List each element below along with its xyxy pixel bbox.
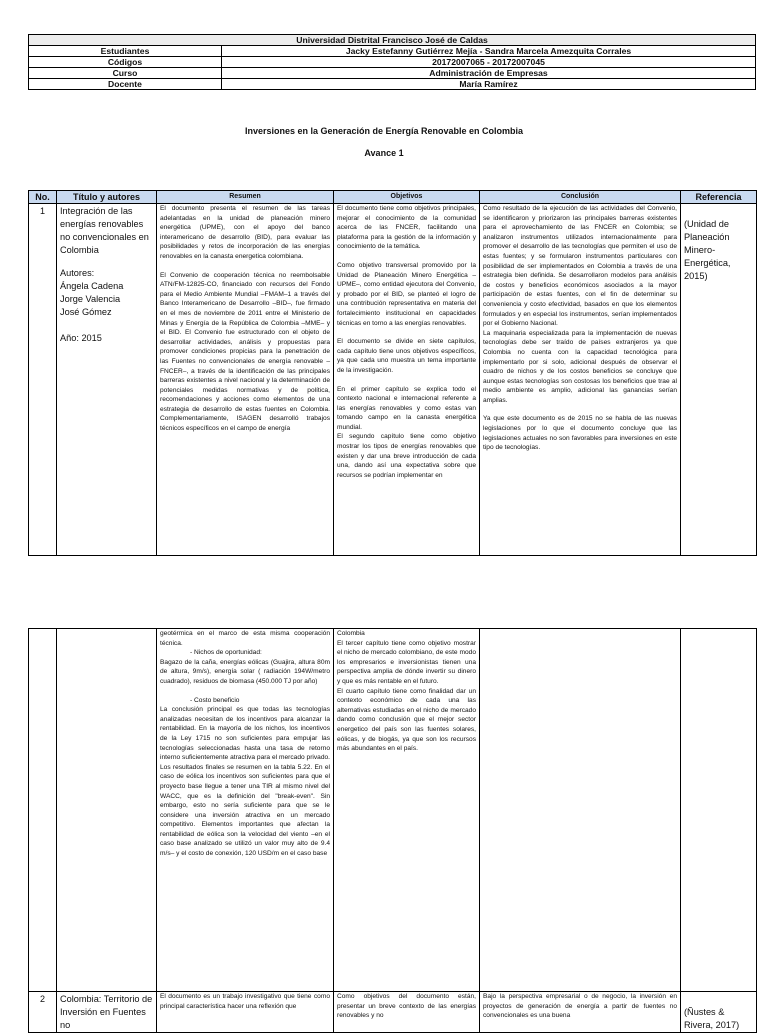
summary-subheading: - Costo beneficio <box>190 696 240 704</box>
table-row <box>29 629 757 992</box>
col-no-header: No. <box>29 191 57 204</box>
entry-title-authors <box>57 204 157 556</box>
entry-title: Colombia: Territorio de Inversión en Fuentes no <box>57 992 157 1033</box>
objectives-paragraph: En el primer capítulo se explica todo el contexto nacional e internacional referente a las energías renovables y como estas van tomando campo en la canasta energética mundial. <box>337 385 476 431</box>
entry-objectives: Como objetivos del documento están, presentar un breve contexto de las energías renovables y no <box>334 992 480 1033</box>
teacher-value: María Ramírez <box>222 79 756 90</box>
entry-reference: (Ñustes & Rivera, 2017) <box>681 992 757 1033</box>
review-table <box>28 190 757 556</box>
objectives-paragraph: El cuarto capítulo tiene como finalidad dar un contexto económico de cada una las alternativas estudiadas en el nicho de mercado dando como conclusión que el mejor sector energetico del país son las fuentes solares, eólicas, y de biogás, ya que son los recursos más abundantes en el país. <box>337 687 476 753</box>
summary-paragraph: geotérmica en el marco de esta misma cooperación técnica. <box>160 630 330 647</box>
author-name: José Gómez <box>60 307 112 317</box>
entry-summary <box>157 204 334 556</box>
university-name: Universidad Distrital Francisco José de Caldas <box>29 35 756 46</box>
objectives-paragraph: El documento se divide en siete capítulos, cada capítulo tiene unos objetivos específicos, ya que cada uno muestra un tema importante de la investigación. <box>337 338 476 374</box>
review-table-header <box>29 191 757 204</box>
document-title: Inversiones en la Generación de Energía Renovable en Colombia <box>244 126 524 136</box>
col-conclusion-header: Conclusión <box>480 191 681 204</box>
entry-title-empty <box>57 629 157 992</box>
entry-reference: (Unidad de Planeación Minero-Energética, 2015) <box>681 204 757 556</box>
students-label: Estudiantes <box>29 46 222 57</box>
table-row <box>29 992 757 1033</box>
col-reference-header: Referencia <box>681 191 757 204</box>
info-row-course <box>29 68 756 79</box>
entry-number: 1 <box>29 204 57 556</box>
objectives-paragraph: El documento tiene como objetivos principales, mejorar el conocimiento de la comunidad acerca de las FNCER, facilitando una plataforma para la gestión de la información y conocimiento de la temática. <box>337 205 476 251</box>
course-label: Curso <box>29 68 222 79</box>
entry-summary-continued <box>157 629 334 992</box>
table-row <box>29 204 757 556</box>
conclusion-paragraph: La maquinaria especializada para la implementación de nuevas tecnologías debe ser traído de países extranjeros ya que Colombia no cuenta con la capacidad tecnológica para implementarlo por si solo, adicional después de observar el cuadro de nichos y de los costos beneficios se concluye que aunque estas tecnologías son costosas los beneficios que trae al medio ambiente es amplio, adicional las ganancias serían amplias. <box>483 329 677 404</box>
objectives-paragraph: Colombia <box>337 630 365 637</box>
entry-objectives <box>334 204 480 556</box>
entry-year: Año: 2015 <box>60 333 102 343</box>
entry-objectives-continued <box>334 629 480 992</box>
students-value: Jacky Estefanny Gutiérrez Mejía - Sandra Marcela Amezquita Corrales <box>222 46 756 57</box>
objectives-paragraph: El segundo capítulo tiene como objetivo mostrar los tipos de energías renovables que existen y dar una breve introducción de cada una, dando así una expectativa sobre que recursos se podrían implementar en <box>337 433 476 479</box>
summary-subheading: - Nichos de oportunidad: <box>190 649 262 657</box>
entry-conclusion: Bajo la perspectiva empresarial o de negocio, la inversión en proyectos de generación de energía a partir de fuentes no convencionales es una buena <box>480 992 681 1033</box>
entry-reference-empty <box>681 629 757 992</box>
conclusion-paragraph: Como resultado de la ejecución de las actividades del Convenio, se identificaron y priorizaron las principales barreras existentes para el aprovechamiento de las FNCER en Colombia; se analizaron instrumentos utilizados internacionalmente para promover el desarrollo de las tecnologías que permiten el uso de estas fuentes; y se formularon instrumentos particulares con posibilidad de ser implementados en Colombia a través de una estrategia bien definida. Se desarrollaron modelos para análisis de costos y beneficios económicos asociados a la mayor participación de estas fuentes, con el fin de determinar su conveniencia y costo efectividad, basados en que los elementos formulados y en especial los instrumentos, serían implementados por el Gobierno Nacional. <box>483 205 677 328</box>
document-subtitle: Avance 1 <box>364 148 404 158</box>
authors-label: Autores: <box>60 268 95 278</box>
conclusion-paragraph: Ya que este documento es de 2015 no se habla de las nuevas legislaciones por lo que el documento concluye que las legislaciones actuales no son favorables para inversiones en este tipo de tecnologías. <box>483 415 677 452</box>
col-title-header: Título y autores <box>57 191 157 204</box>
entry-conclusion-empty <box>480 629 681 992</box>
author-name: Ángela Cadena <box>60 281 124 291</box>
col-objectives-header: Objetivos <box>334 191 480 204</box>
summary-paragraph: El Convenio de cooperación técnica no reembolsable ATN/FM-12825-CO, financiado con recursos del Fondo para el Medio Ambiente Mundial –FMAM–1 a través del Banco Interamericano de Desarrollo –BID–, fue firmado en el mes de noviembre de 2011 entre el Ministerio de Minas y Energía de la República de Colombia –MME– y el BID. El Convenio fue estructurado con el objeto de desarrollar actividades, análisis y propuestas para promover condiciones propicias para la penetración de las Fuentes no convencionales de energía renovable –FNCER–, a través de la identificación de las principales barreras existentes a nivel nacional y la determinación de potenciales medidas normativas y de política, recomendaciones y acciones como elementos de una estrategia de desarrollo de estas fuentes en Colombia. Complementariamente, ISAGEN desarrolló trabajos técnicos específicos en el campo de energía <box>160 271 330 433</box>
summary-paragraph: Bagazo de la caña, energías eólicas (Guajira, altura 80m de altura, 9m/s), energía solar ( radiación 194W/metro cuadrado), residuos de biomasa (450.000 TJ por año) <box>160 658 330 685</box>
objectives-paragraph: Como objetivo transversal promovido por la Unidad de Planeación Minero Energética – UPME–, como entidad ejecutora del Convenio, y probado por el BID, se planteó el logro de una contribución representativa en materia del fortalecimiento institucional en capacidades técnicas en torno a las energías renovables. <box>337 261 476 327</box>
entry-summary: El documento es un trabajo investigativo que tiene como principal característica hacer una reflexión que <box>157 992 334 1033</box>
teacher-label: Docente <box>29 79 222 90</box>
codes-value: 20172007065 - 20172007045 <box>222 57 756 68</box>
info-row-teacher <box>29 79 756 90</box>
summary-paragraph: El documento presenta el resumen de las tareas adelantadas en la unidad de planeación minero energética (UPME), con el apoyo del banco interamericano de desarrollo (BID), para evaluar las posibilidades y retos de incorporación de las energías renovables en la canasta energetica colombiana. <box>160 205 330 260</box>
info-row-students <box>29 46 756 57</box>
entry-number-empty <box>29 629 57 992</box>
info-university-row <box>29 35 756 46</box>
info-row-codes <box>29 57 756 68</box>
col-summary-header: Resumen <box>157 191 334 204</box>
codes-label: Códigos <box>29 57 222 68</box>
objectives-paragraph: El tercer capítulo tiene como objetivo mostrar el nicho de mercado colombiano, de este modo los empresarios e inversionistas tienen una perspectiva amplia de dónde invertir su dinero y que es más rentable en el futuro. <box>337 639 476 685</box>
review-table-continued <box>28 628 757 1033</box>
summary-paragraph: La conclusión principal es que todas las tecnologías analizadas necesitan de los incentivos para alcanzar la rentabilidad. En la mayoría de los nichos, los incentivos de la Ley 1715 no son suficientes para empujar las tecnologías seleccionadas hasta una tasa de retorno interno suficientemente atractiva para el mercado privado. Los resultados finales se resumen en la tabla 5.22. En el caso de eólica los incentivos son suficientes para que el proyecto base llegue a tener una TIR al mismo nivel del WACC, que es la definición del "break-even". Sin embargo, esto no sería suficiente para que se le considere una inversión atractiva en un mercado competitivo. Elementos importantes que afectan la rentabilidad de eólica son la velocidad del viento –en el caso base analizado se utilizó un valor muy alto de 9.4 m/s– y el costo de conexión, 120 USD/m en el caso base <box>160 706 330 858</box>
course-value: Administración de Empresas <box>222 68 756 79</box>
entry-number: 2 <box>29 992 57 1033</box>
entry-conclusion <box>480 204 681 556</box>
student-info-table <box>28 34 756 90</box>
author-name: Jorge Valencia <box>60 294 121 304</box>
entry-title: Integración de las energías renovables no convencionales en Colombia <box>60 206 149 255</box>
